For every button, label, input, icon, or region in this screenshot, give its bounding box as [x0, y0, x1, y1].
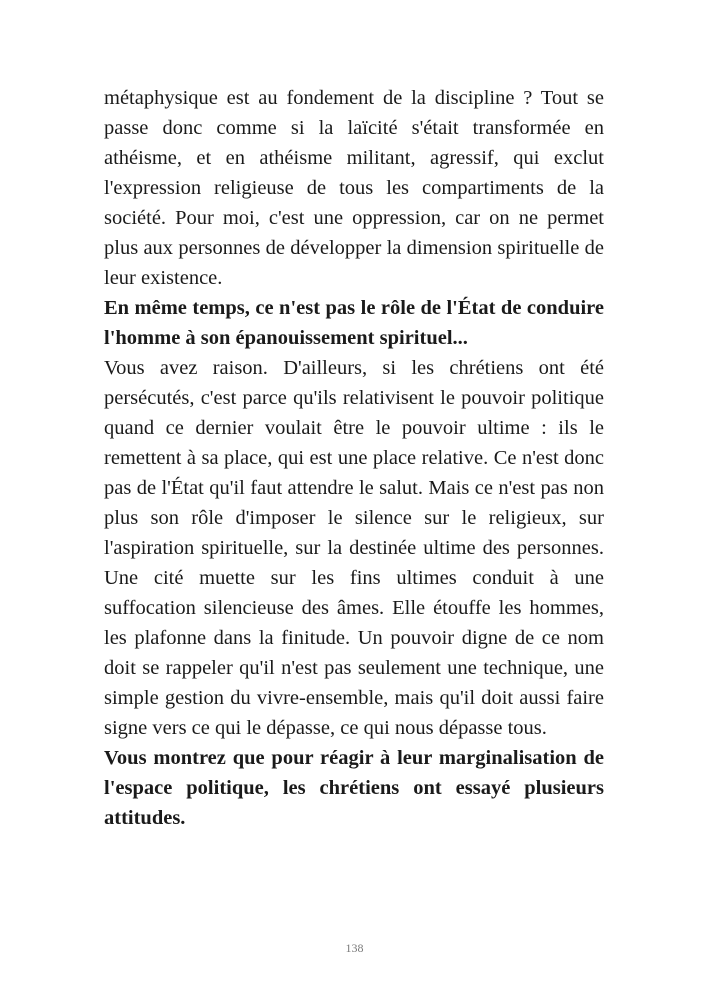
body-text	[104, 83, 604, 833]
question-paragraph-1: En même temps, ce n'est pas le rôle de l'État de conduire l'homme à son épanouissement spirituel...	[104, 297, 604, 349]
answer-paragraph-1: métaphysique est au fondement de la discipline ? Tout se passe donc comme si la laïcité s'était transformée en athéisme, et en athéisme militant, agressif, qui exclut l'expression religieuse de tous les compartiments de la société. Pour moi, c'est une oppression, car on ne permet plus aux personnes de développer la dimension spirituelle de leur existence.	[104, 87, 604, 289]
question-paragraph-2: Vous montrez que pour réagir à leur marginalisation de l'espace politique, les chrétiens ont essayé plusieurs attitudes.	[104, 747, 604, 829]
answer-paragraph-2: Vous avez raison. D'ailleurs, si les chrétiens ont été persécutés, c'est parce qu'ils relativisent le pouvoir politique quand ce dernier voulait être le pouvoir ultime : ils le remettent à sa place, qui est une place relative. Ce n'est donc pas de l'État qu'il faut attendre le salut. Mais ce n'est pas non plus son rôle d'imposer le silence sur le religieux, sur l'aspiration spirituelle, sur la destinée ultime des personnes. Une cité muette sur les fins ultimes conduit à une suffocation silencieuse des âmes. Elle étouffe les hommes, les plafonne dans la finitude. Un pouvoir digne de ce nom doit se rappeler qu'il n'est pas seulement une technique, une simple gestion du vivre-ensemble, mais qu'il doit aussi faire signe vers ce qui le dépasse, ce qui nous dépasse tous.	[104, 357, 604, 739]
page-number: 138	[345, 941, 364, 955]
